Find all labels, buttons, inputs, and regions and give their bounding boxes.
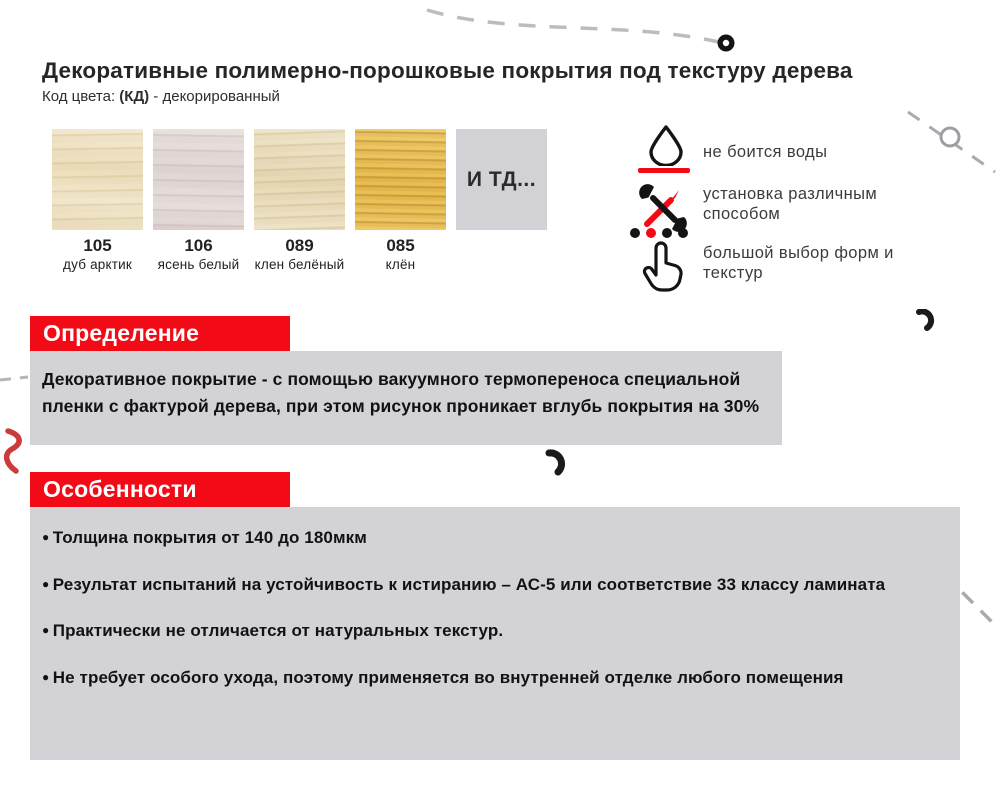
features-panel (30, 507, 960, 760)
dashed-ring-decoration (903, 103, 1000, 183)
wood-swatch-image (52, 129, 143, 230)
dashed-curve-decoration (424, 2, 724, 48)
swatch-code: 089 (285, 236, 314, 255)
color-code-subtitle: Код цвета: (КД) - декорированный (42, 88, 280, 105)
wood-swatch-image (153, 129, 244, 230)
swatch-name: ясень белый (157, 257, 240, 272)
page-title: Декоративные полимерно-порошковые покрытия под текстуру дерева (42, 58, 853, 83)
wood-swatch-image (355, 129, 446, 230)
swatch-item (355, 129, 446, 272)
red-underline (638, 168, 690, 173)
definition-text: Декоративное покрытие - с помощью вакуумного термопереноса специальной пленки с фактурой дерева, при этом рисунок проникает вглубь покрытия на 30% (42, 369, 760, 416)
swatch-item (153, 129, 244, 272)
red-squiggle-decoration (1, 426, 31, 476)
swatch-item (254, 129, 345, 272)
feature-label: установка различным способом (703, 185, 878, 224)
etc-box (456, 129, 547, 230)
donut-dot-decoration (716, 33, 736, 53)
swatch-code: 106 (184, 236, 213, 255)
crescent-decoration (545, 449, 569, 479)
crescent-decoration (916, 309, 936, 333)
swatch-item (52, 129, 143, 272)
tap-hand-icon (638, 238, 690, 294)
feature-bullet: ● Практически не отличается от натуральных текстур. (42, 616, 920, 647)
features-list (30, 507, 960, 693)
feature-label: не боится воды (703, 143, 828, 161)
dash-decoration (0, 372, 30, 386)
feature-bullet: ● Толщина покрытия от 140 до 180мкм (42, 523, 920, 554)
wood-swatch-image (254, 129, 345, 230)
definition-panel (30, 351, 782, 445)
feature-bullet: ● Результат испытаний на устойчивость к истиранию – АС-5 или соответствие 33 классу ламината (42, 570, 920, 601)
swatch-code: 085 (386, 236, 415, 255)
swatch-name: дуб арктик (63, 257, 132, 272)
feature-bullet: ● Не требует особого ухода, поэтому применяется во внутренней отделке любого помещения (42, 663, 920, 694)
swatch-code: 105 (83, 236, 112, 255)
feature-label: большой выбор форм и текстур (703, 244, 894, 283)
swatch-name: клён (385, 257, 416, 272)
definition-header: Определение (30, 316, 290, 351)
swatch-name: клен белёный (254, 257, 345, 272)
water-drop-icon (646, 124, 686, 166)
etc-label: И ТД... (466, 167, 537, 191)
features-header: Особенности (30, 472, 290, 507)
